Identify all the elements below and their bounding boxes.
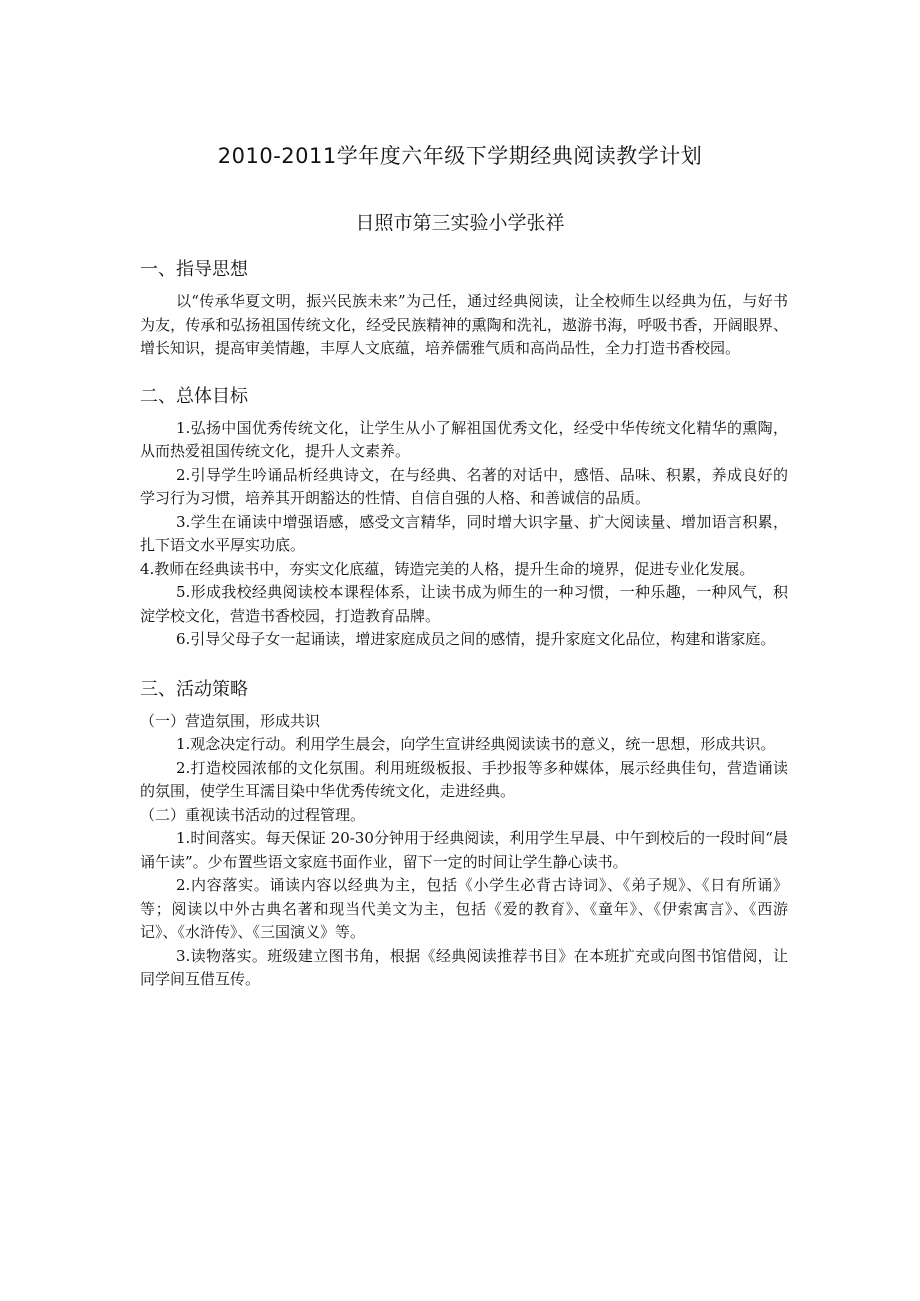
section-heading-activity-strategy: 三、活动策略	[140, 678, 248, 700]
document-author: 日照市第三实验小学张祥	[355, 212, 565, 234]
section-heading-overall-goals: 二、总体目标	[140, 385, 248, 407]
goal-item-2: 2.引导学生吟诵品析经典诗文，在与经典、名著的对话中，感悟、品味、积累，养成良好的学习行为习惯，培养其开朗豁达的性情、自信自强的人格、和善诚信的品质。	[140, 465, 788, 507]
strategy-item: 1.观念决定行动。利用学生晨会，向学生宣讲经典阅读读书的意义，统一思想，形成共识。	[176, 735, 776, 753]
subsection-heading-process-management: （二）重视读书活动的过程管理。	[140, 805, 366, 824]
document-title: 2010-2011学年度六年级下学期经典阅读教学计划	[217, 144, 703, 168]
document-body	[140, 256, 788, 992]
strategy-item: 2.内容落实。诵读内容以经典为主，包括《小学生必背古诗词》、《弟子规》、《日有所诵》等；阅读以中外古典名著和现当代美文为主，包括《爱的教育》、《童年》、《伊索寓言》、《西游记》、《水浒传》、《三国演义》等。	[140, 876, 788, 941]
strategy-item: 1.时间落实。每天保证 20-30分钟用于经典阅读，利用学生早晨、中午到校后的一段时间“晨诵午读”。少布置些语文家庭书面作业，留下一定的时间让学生静心读书。	[140, 829, 788, 871]
strategy-item: 2.打造校园浓郁的文化氛围。利用班级板报、手抄报等多种媒体，展示经典佳句，营造诵读的氛围，使学生耳濡目染中华优秀传统文化，走进经典。	[140, 758, 788, 800]
goal-item-3: 3.学生在诵读中增强语感，感受文言精华，同时增大识字量、扩大阅读量、增加语言积累，扎下语文水平厚实功底。	[140, 512, 788, 554]
goal-item-6: 6.引导父母子女一起诵读，增进家庭成员之间的感情，提升家庭文化品位，构建和谐家庭。	[176, 630, 776, 648]
subsection-heading-atmosphere: （一）营造氛围，形成共识	[140, 711, 321, 730]
paragraph: 以“传承华夏文明，振兴民族未来”为己任，通过经典阅读，让全校师生以经典为伍，与好书为友，传承和弘扬祖国传统文化，经受民族精神的熏陶和洗礼，遨游书海，呼吸书香，开阔眼界、增长知识，提高审美情趣，丰厚人文底蕴，培养儒雅气质和高尚品性，全力打造书香校园。	[140, 292, 788, 357]
strategy-item: 3.读物落实。班级建立图书角，根据《经典阅读推荐书目》在本班扩充或向图书馆借阅，让同学间互借互传。	[140, 946, 788, 988]
section-heading-guiding-thought: 一、指导思想	[140, 259, 248, 280]
goal-item-5: 5.形成我校经典阅读校本课程体系，让读书成为师生的一种习惯，一种乐趣，一种风气，积淀学校文化，营造书香校园，打造教育品牌。	[140, 583, 788, 625]
goal-item-1: 1.弘扬中国优秀传统文化，让学生从小了解祖国优秀文化，经受中华传统文化精华的熏陶，从而热爱祖国传统文化，提升人文素养。	[140, 418, 788, 460]
goal-item-4: 4.教师在经典读书中，夯实文化底蕴，铸造完美的人格，提升生命的境界，促进专业化发展。	[140, 559, 755, 578]
